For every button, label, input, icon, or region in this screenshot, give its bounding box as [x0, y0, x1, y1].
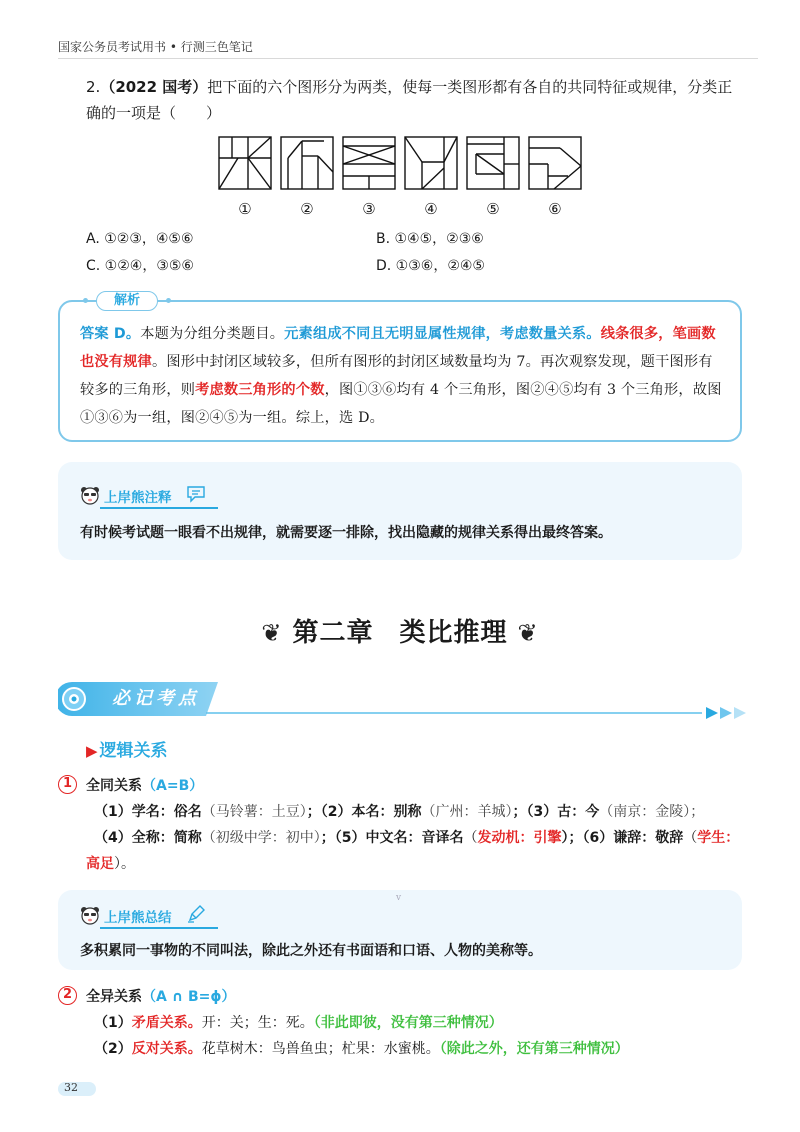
note-text-2: 多积累同一事物的不同叫法，除此之外还有书面语和口语、人物的美称等。 — [80, 943, 542, 959]
figure-label-5: ⑤ — [486, 200, 500, 218]
chapter-heading — [0, 612, 800, 649]
analysis-s6: ，图①③⑥均有 4 个三角形，图②④⑤均有 3 个三角形，故图①③⑥为一组，图②④⑤为一组。综上，选 D。 — [80, 382, 722, 426]
r2c: （初级中学：初中） — [201, 830, 321, 846]
l2c: 花草树木：鸟兽鱼虫；杧果：水蜜桃。 — [201, 1041, 440, 1057]
analysis-s4: 。图形中封闭区域较多，但所有图形的封闭区域数量均为 7。再次观察发现，题干图形有较多的三角形，则 — [80, 354, 713, 398]
note-title-2: 上岸熊总结 — [104, 910, 172, 926]
l2d: （除此之外，还有第三种情况） — [439, 1041, 629, 1057]
question-line1: 把下面的六个图形分为两类，使每一类图形都有各自的共同特征或规律，分类正 — [207, 78, 733, 96]
figure-row — [218, 136, 584, 190]
scan-mark: v — [396, 893, 402, 903]
l2b: 反对关系。 — [131, 1041, 202, 1057]
l2a: （2） — [94, 1041, 132, 1057]
question-number: 2. — [86, 78, 101, 96]
item-2-title-text: 全异关系 — [86, 989, 142, 1005]
figure-3 — [342, 136, 396, 190]
l1c: 开：关；生：死。 — [201, 1015, 314, 1031]
r2b: 全称：简称 — [131, 830, 202, 846]
r1h: 古：今 — [557, 804, 600, 820]
bear-icon — [80, 905, 100, 925]
analysis-s3: 线条很多，笔画数也没有规律 — [80, 326, 716, 370]
r2h: ）；（6） — [561, 830, 614, 846]
r1b: 学名：俗名 — [131, 804, 202, 820]
r1e: 本名：别称 — [351, 804, 422, 820]
section-title-text: 逻辑关系 — [99, 741, 168, 761]
tag-dot-right — [166, 298, 171, 303]
figure-label-1: ① — [238, 200, 252, 218]
analysis-s5: 考虑数三角形的个数 — [195, 382, 325, 398]
item-1-number: 1 — [58, 775, 77, 794]
option-b[interactable]: B. ①④⑤，②③⑥ — [376, 231, 484, 247]
page-number: 32 — [64, 1081, 78, 1094]
r3b: ）。 — [114, 856, 135, 872]
note-title-1: 上岸熊注释 — [104, 490, 172, 506]
option-a[interactable]: A. ①②③，④⑤⑥ — [86, 231, 194, 247]
item-2-number: 2 — [58, 986, 77, 1005]
item-2-row-2 — [94, 1036, 629, 1062]
option-d[interactable]: D. ①③⑥，②④⑤ — [376, 258, 485, 274]
figure-2 — [280, 136, 334, 190]
r1d: ；（2） — [306, 804, 352, 820]
item-1-row-2 — [94, 825, 739, 851]
figure-label-4: ④ — [424, 200, 438, 218]
bear-icon — [80, 485, 100, 505]
r2d: ；（5） — [320, 830, 366, 846]
question-line2: 确的一项是（ ） — [86, 104, 222, 122]
header-rule — [58, 58, 758, 59]
r2g: 发动机：引擎 — [477, 830, 562, 846]
pen-icon — [186, 904, 206, 924]
note-underline-1 — [100, 507, 218, 509]
item-1-row-3 — [86, 851, 135, 877]
item-1-row-1 — [94, 799, 704, 825]
analysis-tag — [96, 291, 158, 311]
question-text — [86, 74, 746, 126]
answer-label: 答案 D。 — [80, 326, 141, 342]
r2k: 学生： — [697, 830, 740, 846]
r1f: （广州：羊城） — [421, 804, 513, 820]
triangle-icon: ▶ — [86, 742, 98, 760]
question-source: （2022 国考） — [100, 78, 208, 96]
figure-6 — [528, 136, 582, 190]
note-text-1: 有时候考试题一眼看不出规律，就需要逐一排除，找出隐藏的规律关系得出最终答案。 — [80, 525, 612, 541]
banner-title: 必记考点 — [112, 688, 200, 709]
figure-1 — [218, 136, 272, 190]
item-1-title — [86, 775, 203, 795]
figure-label-6: ⑥ — [548, 200, 562, 218]
analysis-s1: 本题为分组分类题目。 — [140, 326, 285, 342]
item-1-title-text: 全同关系 — [86, 778, 142, 794]
r2e: 中文名：音译名 — [365, 830, 464, 846]
item-2-row-1 — [94, 1010, 503, 1036]
r2f: （ — [463, 830, 478, 846]
r1i: （南京：金陵）； — [599, 804, 705, 820]
l1d: （非此即彼，没有第三种情况） — [313, 1015, 503, 1031]
chapter-title: 类比推理 — [399, 618, 508, 648]
l1b: 矛盾关系。 — [131, 1015, 202, 1031]
running-header: 国家公务员考试用书 • 行测三色笔记 — [58, 40, 253, 54]
figure-4 — [404, 136, 458, 190]
r1c: （马铃薯：土豆） — [201, 804, 307, 820]
l1a: （1） — [94, 1015, 132, 1031]
item-2-formula: （A ∩ B=ϕ） — [142, 989, 236, 1005]
chapter-number: 第二章 — [292, 618, 374, 648]
option-c[interactable]: C. ①②④，③⑤⑥ — [86, 258, 194, 274]
figure-labels — [218, 200, 584, 220]
item-2-title — [86, 986, 236, 1006]
r1a: （1） — [94, 804, 132, 820]
section-title — [86, 736, 168, 761]
analysis-text — [80, 320, 726, 432]
note-underline-2 — [100, 927, 218, 929]
ornament-left-icon: ❦ — [261, 619, 283, 647]
comment-icon — [186, 485, 206, 503]
r3a: 高足 — [86, 856, 114, 872]
r2j: （ — [683, 830, 698, 846]
note-box-1 — [58, 462, 742, 560]
analysis-tag-label: 解析 — [113, 293, 140, 308]
item-1-formula: （A=B） — [142, 778, 204, 794]
r2i: 谦辞：敬辞 — [613, 830, 684, 846]
figure-label-3: ③ — [362, 200, 376, 218]
r2a: （4） — [94, 830, 132, 846]
analysis-s2: 元素组成不同且无明显属性规律，考虑数量关系。 — [284, 326, 601, 342]
r1g: ；（3） — [512, 804, 558, 820]
figure-label-2: ② — [300, 200, 314, 218]
ornament-right-icon: ❦ — [517, 619, 539, 647]
tag-dot-left — [83, 298, 88, 303]
figure-5 — [466, 136, 520, 190]
